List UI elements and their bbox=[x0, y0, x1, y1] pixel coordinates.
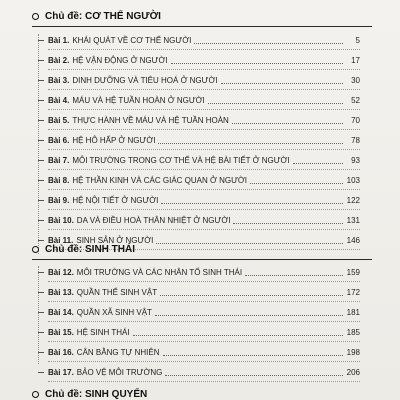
lesson-title: BẢO VỆ MÔI TRƯỜNG bbox=[76, 367, 163, 377]
lesson-title: MÔI TRƯỜNG VÀ CÁC NHÂN TỐ SINH THÁI bbox=[76, 267, 243, 277]
lesson-number: Bài 3. bbox=[48, 75, 70, 85]
list-item[interactable] bbox=[38, 150, 360, 170]
page-number: 206 bbox=[346, 367, 360, 377]
lesson-title: HỆ NỘI TIẾT Ở NGƯỜI bbox=[72, 195, 159, 205]
lesson-number: Bài 16. bbox=[48, 347, 74, 357]
lesson-title: HỆ SINH THÁI bbox=[76, 327, 130, 337]
lesson-number: Bài 7. bbox=[48, 155, 70, 165]
list-item[interactable] bbox=[38, 342, 360, 362]
page-number: 93 bbox=[351, 155, 360, 165]
page-number: 52 bbox=[351, 95, 360, 105]
lesson-title: CÂN BẰNG TỰ NHIÊN bbox=[76, 347, 160, 357]
lesson-title: SINH SẢN Ở NGƯỜI bbox=[76, 235, 154, 245]
list-item[interactable] bbox=[38, 362, 360, 382]
list-item[interactable] bbox=[38, 190, 360, 210]
topic-heading-sinh-thai bbox=[32, 244, 135, 255]
topic-prefix: Chủ đề: bbox=[45, 11, 83, 22]
page-number: 103 bbox=[346, 175, 360, 185]
lesson-title: THỰC HÀNH VỀ MÁU VÀ HỆ TUẦN HOÀN bbox=[72, 115, 229, 125]
topic-title: SINH QUYỂN bbox=[85, 389, 148, 400]
lesson-title: DINH DƯỠNG VÀ TIÊU HOÁ Ở NGƯỜI bbox=[72, 75, 218, 85]
list-item[interactable] bbox=[38, 50, 360, 70]
page-number: 172 bbox=[346, 287, 360, 297]
lesson-number: Bài 5. bbox=[48, 115, 70, 125]
topic-title: CƠ THỂ NGƯỜI bbox=[85, 11, 161, 22]
page-number: 5 bbox=[355, 35, 360, 45]
lesson-number: Bài 6. bbox=[48, 135, 70, 145]
page-number: 122 bbox=[346, 195, 360, 205]
lesson-number: Bài 4. bbox=[48, 95, 70, 105]
lesson-number: Bài 1. bbox=[48, 35, 70, 45]
page-number: 181 bbox=[346, 307, 360, 317]
topic-title: SINH THÁI bbox=[85, 244, 135, 255]
lesson-title: QUẦN XÃ SINH VẬT bbox=[76, 307, 152, 317]
list-item[interactable] bbox=[38, 130, 360, 150]
topic-bullet-icon bbox=[32, 13, 39, 20]
lesson-number: Bài 14. bbox=[48, 307, 74, 317]
lesson-title: HỆ HÔ HẤP Ở NGƯỜI bbox=[72, 135, 156, 145]
page-number: 159 bbox=[346, 267, 360, 277]
lesson-title: HỆ THẦN KINH VÀ CÁC GIÁC QUAN Ở NGƯỜI bbox=[72, 175, 247, 185]
lesson-number: Bài 8. bbox=[48, 175, 70, 185]
page-number: 70 bbox=[351, 115, 360, 125]
lesson-number: Bài 17. bbox=[48, 367, 74, 377]
page-number: 198 bbox=[346, 347, 360, 357]
lesson-title: KHÁI QUÁT VỀ CƠ THỂ NGƯỜI bbox=[72, 35, 192, 45]
page-number: 146 bbox=[346, 235, 360, 245]
section-list-sinh-thai bbox=[38, 262, 360, 382]
lesson-title: QUẦN THỂ SINH VẬT bbox=[76, 287, 158, 297]
topic-heading-co-the-nguoi bbox=[32, 11, 161, 22]
page-number: 131 bbox=[346, 215, 360, 225]
list-item[interactable] bbox=[38, 110, 360, 130]
list-item[interactable] bbox=[38, 170, 360, 190]
list-item[interactable] bbox=[38, 302, 360, 322]
list-item[interactable] bbox=[38, 282, 360, 302]
lesson-title: DA VÀ ĐIỀU HOÀ THÂN NHIỆT Ở NGƯỜI bbox=[76, 215, 231, 225]
topic-underline bbox=[32, 259, 372, 260]
topic-bullet-icon bbox=[32, 391, 39, 398]
list-item[interactable] bbox=[38, 262, 360, 282]
lesson-number: Bài 10. bbox=[48, 215, 74, 225]
lesson-title: MÔI TRƯỜNG TRONG CƠ THỂ VÀ HỆ BÀI TIẾT Ở NGƯỜI bbox=[72, 155, 290, 165]
lesson-number: Bài 2. bbox=[48, 55, 70, 65]
topic-prefix: Chủ đề: bbox=[45, 389, 83, 400]
lesson-title: MÁU VÀ HỆ TUẦN HOÀN Ở NGƯỜI bbox=[72, 95, 205, 105]
lesson-title: HỆ VẬN ĐỘNG Ở NGƯỜI bbox=[72, 55, 168, 65]
section-list-co-the-nguoi bbox=[38, 30, 360, 250]
list-item[interactable] bbox=[38, 90, 360, 110]
lesson-number: Bài 13. bbox=[48, 287, 74, 297]
page-number: 78 bbox=[351, 135, 360, 145]
lesson-number: Bài 12. bbox=[48, 267, 74, 277]
page-number: 17 bbox=[351, 55, 360, 65]
lesson-number: Bài 15. bbox=[48, 327, 74, 337]
list-item[interactable] bbox=[38, 70, 360, 90]
page-number: 30 bbox=[351, 75, 360, 85]
list-item[interactable] bbox=[38, 30, 360, 50]
list-item[interactable] bbox=[38, 322, 360, 342]
topic-underline bbox=[32, 26, 372, 27]
lesson-number: Bài 11. bbox=[48, 235, 74, 245]
topic-prefix: Chủ đề: bbox=[45, 244, 83, 255]
list-item[interactable] bbox=[38, 210, 360, 230]
topic-heading-sinh-quyen bbox=[32, 389, 147, 400]
topic-bullet-icon bbox=[32, 246, 39, 253]
lesson-number: Bài 9. bbox=[48, 195, 70, 205]
page-number: 185 bbox=[346, 327, 360, 337]
